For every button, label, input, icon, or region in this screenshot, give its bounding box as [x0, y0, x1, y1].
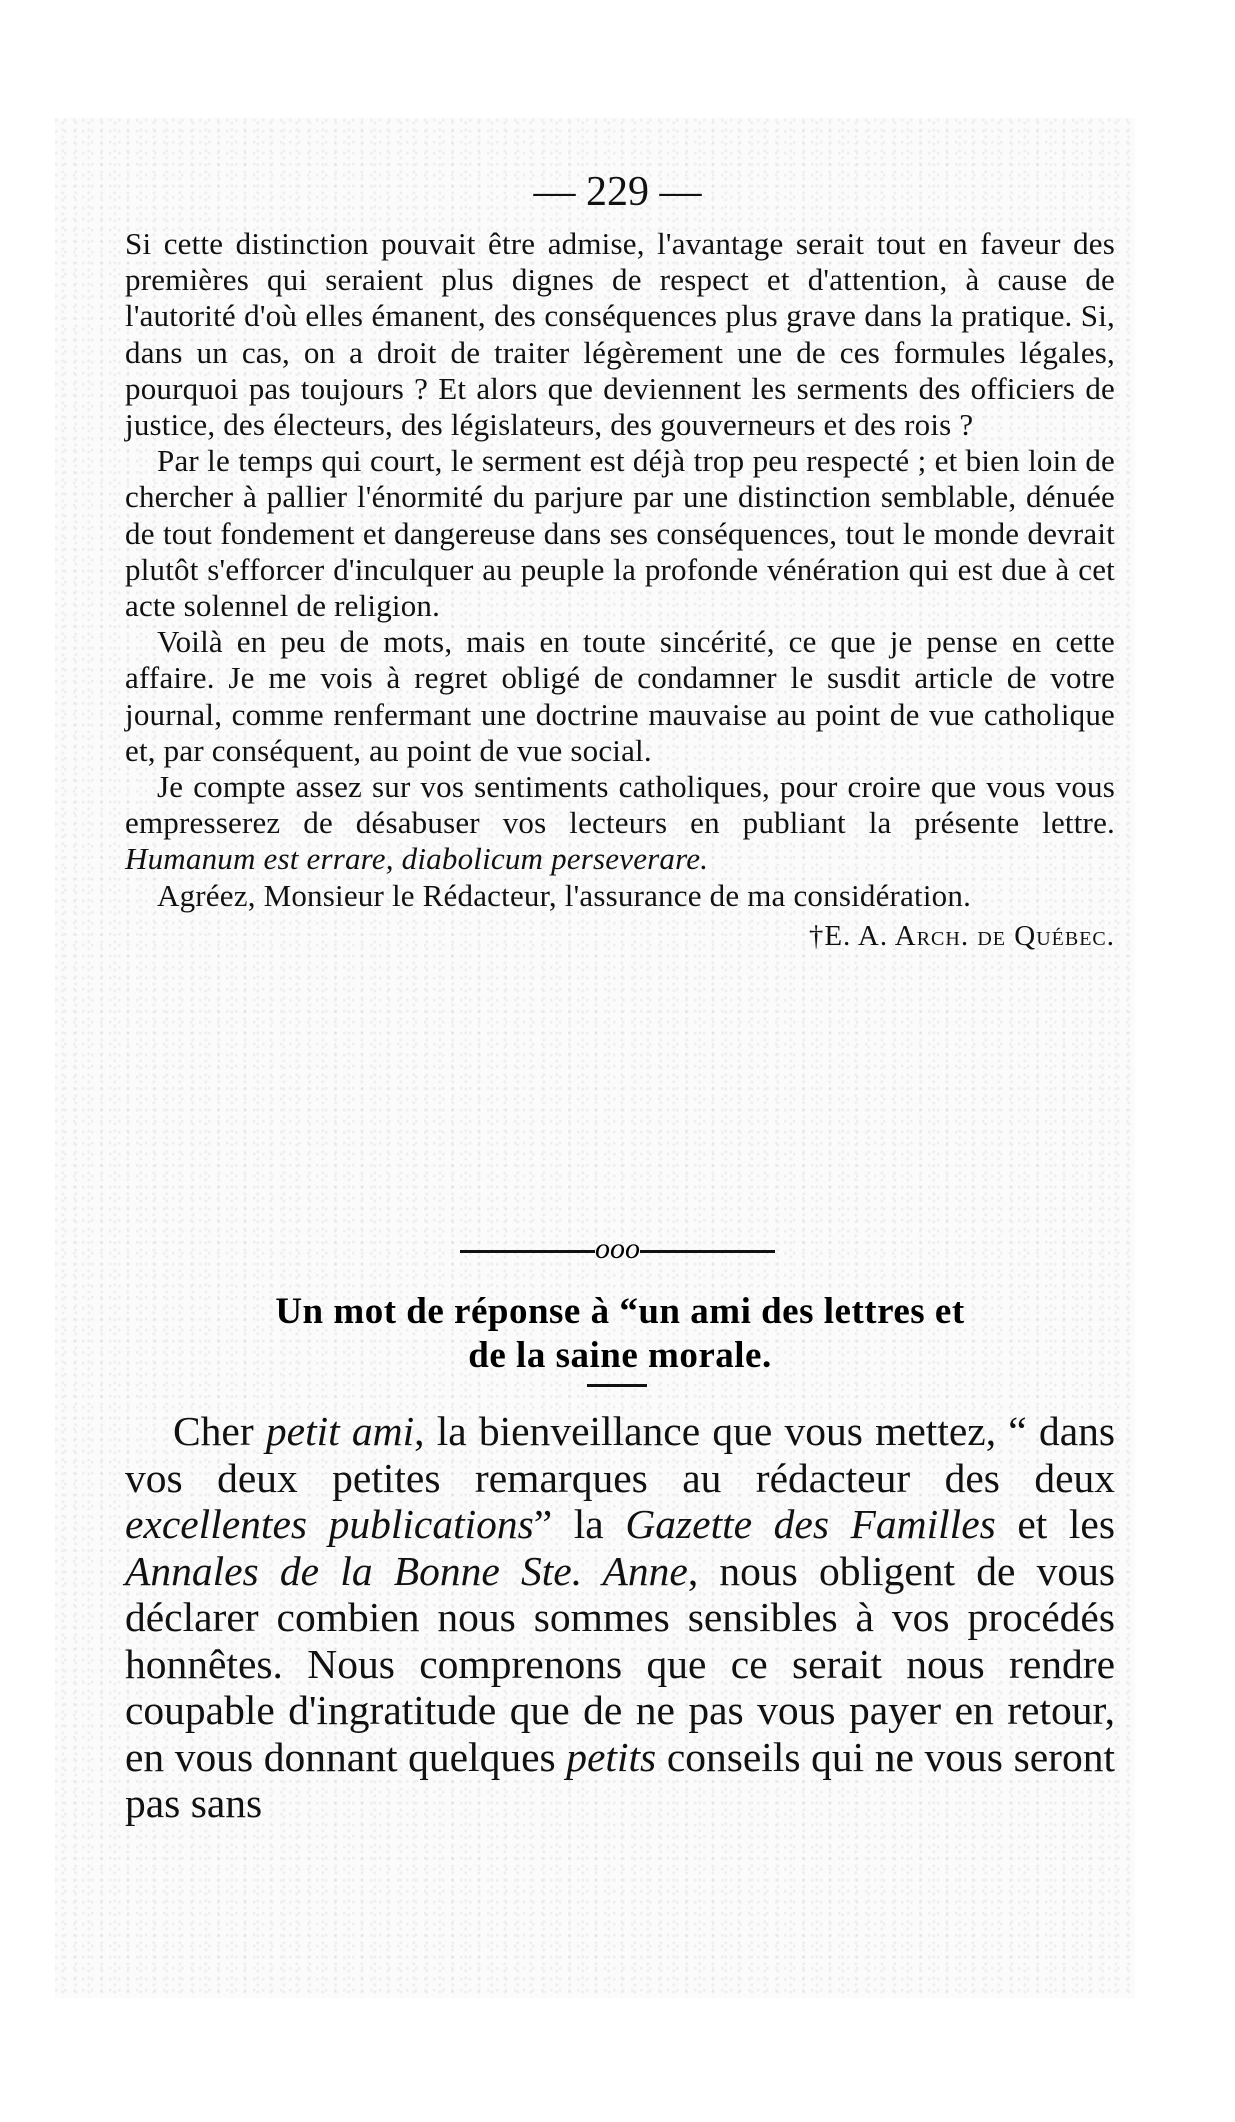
emphasis-publications: excellentes publications [125, 1501, 534, 1547]
request-text: Je compte assez sur vos sentiments catholiques, pour croire que vous vous empresserez de désabuser vos lecteurs en publiant la présente lettre. [125, 769, 1115, 841]
emphasis-petits: petits [566, 1733, 657, 1780]
text-run: et les [1017, 1501, 1116, 1547]
title-gazette: Gazette des Familles [625, 1501, 996, 1547]
divider-line-left [460, 1250, 595, 1253]
text-run: , nous obligent de vous déclarer combien nous sommes sensibles à vos procédés honnêtes. Nous comprenons que ce serait nous rendre coupable d'ingratitude que de ne pas vous payer en retour, en vous donnant quelques [125, 1547, 1116, 1780]
text-run: conseils qui ne vous seront pas sans [125, 1733, 1115, 1826]
latin-quote: Humanum est errare, diabolicum perseverare. [125, 841, 709, 877]
heading-line-2: de la saine morale. [468, 1335, 772, 1376]
article-heading [125, 1290, 1115, 1378]
section-divider [0, 1232, 1235, 1266]
signature: †E. A. Arch. de Québec. [808, 919, 1115, 952]
emphasis-petit-ami: petit ami [265, 1408, 415, 1454]
paragraph-request [125, 769, 1115, 878]
text-run: ” la [533, 1501, 604, 1547]
paragraph-response [125, 1408, 1115, 1827]
heading-rule [587, 1384, 647, 1387]
paragraph-serment: Par le temps qui court, le serment est déjà trop peu respecté ; et bien loin de chercher à pallier l'énormité du parjure par une distinction semblable, dénuée de tout fondement et dangereuse dans ses conséquences, tout le monde devrait plutôt s'efforcer d'inculquer au peuple la profonde vénération qui est due à cet acte solennel de religion. [125, 443, 1115, 624]
paragraph-condamnation: Voilà en peu de mots, mais en toute sincérité, ce que je pense en cette affaire. Je me vois à regret obligé de condamner le susdit article de votre journal, comme renfermant une doctrine mauvaise au point de vue catholique et, par conséquent, au point de vue social. [125, 624, 1115, 768]
text-run: , la bienveillance que vous mettez, “ dans vos deux petites remarques au rédacteur des deux [125, 1408, 1116, 1501]
response-body [125, 1408, 1115, 1827]
divider-line-right [640, 1250, 775, 1253]
page-number: — 229 — [533, 169, 702, 215]
divider-ornament: ooo [595, 1232, 640, 1265]
letter-body [125, 226, 1115, 954]
text-run: Cher [173, 1408, 254, 1454]
paragraph-distinction: Si cette distinction pouvait être admise, l'avantage serait tout en faveur des premières qui seraient plus dignes de respect et d'attention, à cause de l'autorité d'où elles émanent, des conséquences plus grave dans la pratique. Si, dans un cas, on a droit de traiter légèrement une de ces formules légales, pourquoi pas toujours ? Et alors que deviennent les serments des officiers de justice, des électeurs, des législateurs, des gouverneurs et des rois ? [125, 226, 1115, 443]
title-annales: Annales de la Bonne Ste. Anne [125, 1547, 688, 1594]
paragraph-closing: Agréez, Monsieur le Rédacteur, l'assurance de ma considération. [157, 877, 972, 913]
heading-line-1: Un mot de réponse à “un ami des lettres et [275, 1291, 965, 1332]
